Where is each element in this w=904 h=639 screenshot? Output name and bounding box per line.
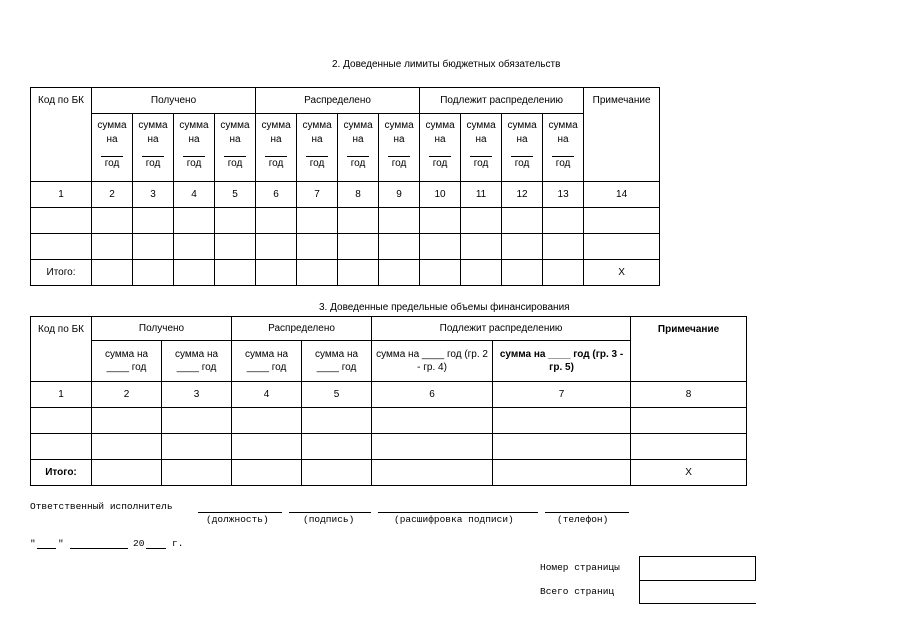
col-number: 11 (461, 182, 502, 208)
sum-header-cell: сумма на год (338, 114, 379, 182)
header-distributed: Распределено (232, 317, 372, 341)
col-number: 5 (215, 182, 256, 208)
header-kbk: Код по БК (31, 88, 92, 182)
header-distributed: Распределено (256, 88, 420, 114)
col-number: 5 (302, 382, 372, 408)
header-received: Получено (92, 317, 232, 341)
page-number-box[interactable] (639, 556, 756, 581)
responsible-executor-label: Ответственный исполнитель (30, 501, 173, 512)
column-numbers-row (31, 182, 660, 208)
col-number: 2 (92, 382, 162, 408)
signature-caption: (подпись) (303, 514, 355, 525)
col-number: 4 (232, 382, 302, 408)
header-note: Примечание (584, 88, 660, 182)
sum-header-cell: сумма на ____ год (92, 341, 162, 382)
sum-header-cell: сумма на ____ год (162, 341, 232, 382)
financing-volumes-table (30, 316, 747, 486)
col-number: 14 (584, 182, 660, 208)
header-kbk: Код по БК (31, 317, 92, 382)
col-number: 6 (372, 382, 493, 408)
total-pages-label: Всего страниц (540, 586, 615, 597)
section-3-title: 3. Доведенные предельные объемы финансирования (319, 302, 570, 313)
date-day-line (37, 548, 56, 549)
header-received: Получено (92, 88, 256, 114)
col-number: 7 (297, 182, 338, 208)
calc-header-cell: сумма на ____ год (гр. 2 - гр. 4) (372, 341, 493, 382)
sum-header-cell: сумма на год (133, 114, 174, 182)
col-number: 7 (493, 382, 631, 408)
total-row (31, 260, 660, 286)
decode-line (378, 512, 538, 513)
col-number: 4 (174, 182, 215, 208)
sum-header-cell: сумма на год (215, 114, 256, 182)
col-number: 13 (543, 182, 584, 208)
sum-header-cell: сумма на год (297, 114, 338, 182)
date-year-prefix: 20 (133, 538, 145, 549)
date-open-quote: " (30, 538, 36, 549)
col-number: 12 (502, 182, 543, 208)
decode-caption: (расшифровка подписи) (394, 514, 514, 525)
col-number: 2 (92, 182, 133, 208)
phone-caption: (телефон) (557, 514, 609, 525)
total-row (31, 460, 747, 486)
col-number: 8 (338, 182, 379, 208)
budget-limits-table (30, 87, 660, 286)
table-row (31, 408, 747, 434)
calc-header-cell: сумма на ____ год (гр. 3 - гр. 5) (493, 341, 631, 382)
sum-header-cell: сумма на ____ год (302, 341, 372, 382)
date-month-line (70, 548, 128, 549)
header-note: Примечание (631, 317, 747, 382)
header-to-distribute: Подлежит распределению (372, 317, 631, 341)
col-number: 8 (631, 382, 747, 408)
total-label: Итого: (31, 460, 92, 486)
col-number: 1 (31, 182, 92, 208)
col-number: 10 (420, 182, 461, 208)
sum-header-cell: сумма на год (502, 114, 543, 182)
total-label: Итого: (31, 260, 92, 286)
position-caption: (должность) (206, 514, 269, 525)
sum-header-cell: сумма на год (379, 114, 420, 182)
table-row (31, 434, 747, 460)
sum-header-cell: сумма на год (174, 114, 215, 182)
page-number-label: Номер страницы (540, 562, 620, 573)
sum-header-cell: сумма на год (543, 114, 584, 182)
position-line (198, 512, 282, 513)
note-x-mark: Х (584, 260, 660, 286)
col-number: 3 (133, 182, 174, 208)
sum-header-cell: сумма на ____ год (232, 341, 302, 382)
header-to-distribute: Подлежит распределению (420, 88, 584, 114)
column-numbers-row (31, 382, 747, 408)
sum-header-cell: сумма на год (461, 114, 502, 182)
date-year-suffix: г. (172, 538, 184, 549)
total-pages-box[interactable] (639, 580, 756, 604)
col-number: 9 (379, 182, 420, 208)
phone-line (545, 512, 629, 513)
col-number: 1 (31, 382, 92, 408)
signature-line (289, 512, 371, 513)
sum-header-cell: сумма на год (420, 114, 461, 182)
sum-header-cell: сумма на год (256, 114, 297, 182)
col-number: 6 (256, 182, 297, 208)
table-row (31, 234, 660, 260)
table-row (31, 208, 660, 234)
date-close-quote: " (58, 538, 64, 549)
col-number: 3 (162, 382, 232, 408)
sum-header-cell: сумма на год (92, 114, 133, 182)
note-x-mark: Х (631, 460, 747, 486)
section-2-title: 2. Доведенные лимиты бюджетных обязательств (332, 59, 561, 70)
date-year-line (146, 548, 166, 549)
